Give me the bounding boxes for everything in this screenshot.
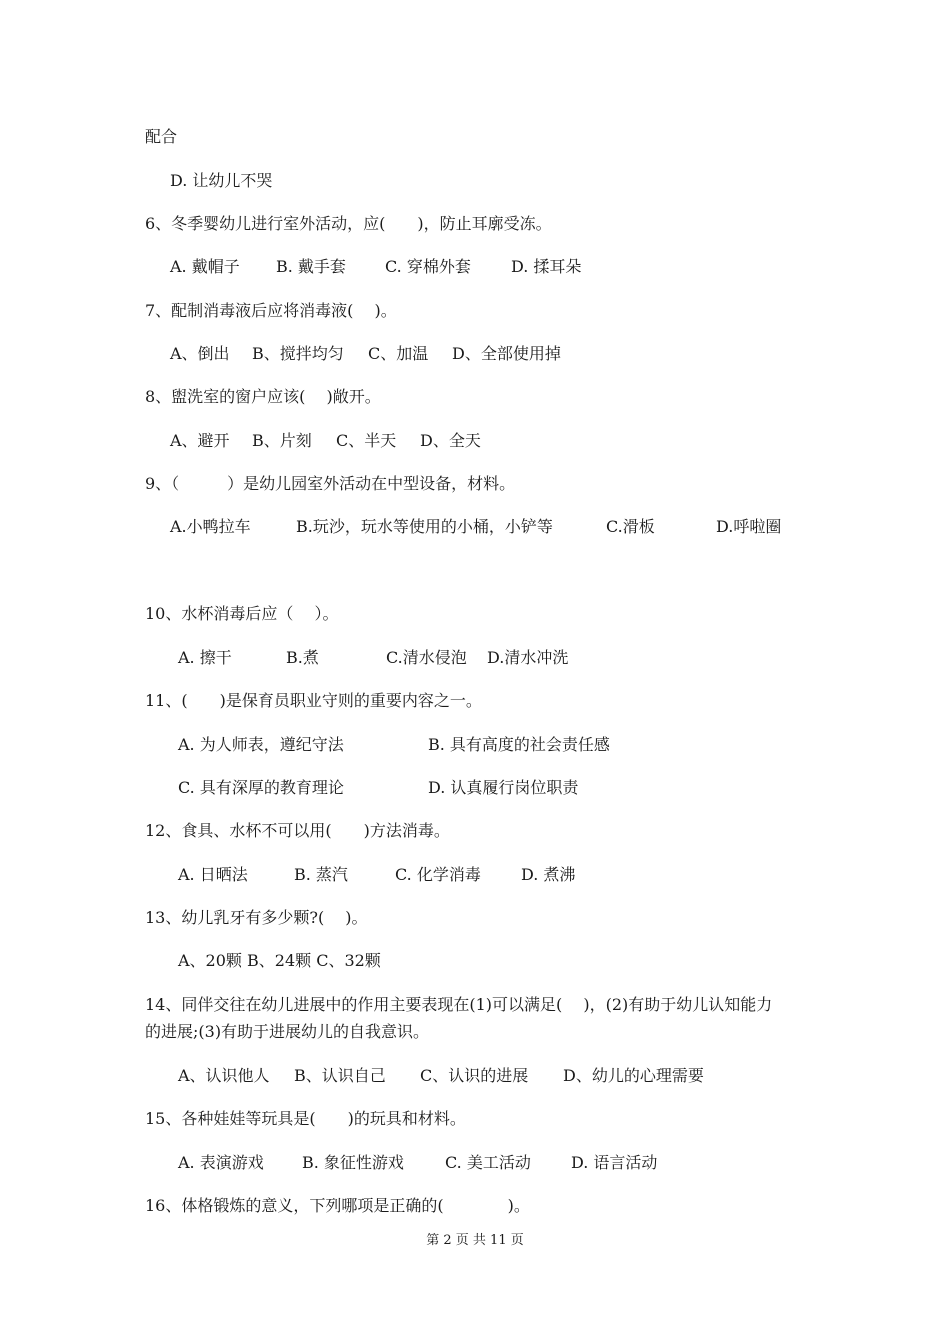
q6-option-a: A. 戴帽子 <box>170 257 240 276</box>
q11-stem: 11、( )是保育员职业守则的重要内容之一。 <box>145 691 482 710</box>
q11-options-row1 <box>178 735 610 755</box>
q15-option-d: D. 语言活动 <box>571 1153 658 1172</box>
q6-stem: 6、冬季婴幼儿进行室外活动，应( )，防止耳廓受冻。 <box>145 214 552 233</box>
q16-stem: 16、体格锻炼的意义，下列哪项是正确的( )。 <box>145 1196 530 1215</box>
q8-stem: 8、盥洗室的窗户应该( )敞开。 <box>145 387 381 406</box>
q12-stem: 12、食具、水杯不可以用( )方法消毒。 <box>145 821 450 840</box>
q12-option-b: B. 蒸汽 <box>294 865 348 884</box>
q14-stem-line1: 14、同伴交往在幼儿进展中的作用主要表现在(1)可以满足( )，(2)有助于幼儿认知能力 <box>145 995 773 1014</box>
q14-options <box>178 1066 704 1086</box>
q13-options: A、20颗 B、24颗 C、32颗 <box>178 951 381 970</box>
q15-options <box>178 1153 657 1173</box>
q7-option-b: B、搅拌均匀 <box>252 344 344 363</box>
q7-options <box>170 344 561 364</box>
q6-options <box>170 257 581 277</box>
q14-option-d: D、幼儿的心理需要 <box>563 1066 704 1085</box>
q14-stem-line2: 的进展;(3)有助于进展幼儿的自我意识。 <box>145 1022 430 1041</box>
q7-stem: 7、配制消毒液后应将消毒液( )。 <box>145 301 397 320</box>
q11-option-c: C. 具有深厚的教育理论 <box>178 778 344 797</box>
q5-continuation: 配合 <box>145 127 178 146</box>
q12-option-d: D. 煮沸 <box>521 865 576 884</box>
q7-option-d: D、全部使用掉 <box>452 344 561 363</box>
q8-option-a: A、避开 <box>170 431 230 450</box>
q15-option-a: A. 表演游戏 <box>178 1153 264 1172</box>
q11-option-a: A. 为人师表，遵纪守法 <box>178 735 344 754</box>
q8-options <box>170 431 481 451</box>
q10-option-a: A. 擦干 <box>178 648 232 667</box>
q15-option-b: B. 象征性游戏 <box>302 1153 404 1172</box>
q12-options <box>178 865 575 885</box>
q10-options <box>178 648 568 668</box>
q13-stem: 13、幼儿乳牙有多少颗?( )。 <box>145 908 368 927</box>
q10-option-d: D.清水冲洗 <box>487 648 569 667</box>
page-footer: 第 2 页 共 11 页 <box>426 1233 524 1248</box>
q15-option-c: C. 美工活动 <box>445 1153 531 1172</box>
q7-option-a: A、倒出 <box>170 344 230 363</box>
q7-option-c: C、加温 <box>368 344 429 363</box>
q12-option-c: C. 化学消毒 <box>395 865 481 884</box>
q14-option-b: B、认识自己 <box>294 1066 386 1085</box>
q9-option-d: D.呼啦圈 <box>716 517 782 536</box>
q9-option-c: C.滑板 <box>606 517 655 536</box>
q14-option-a: A、认识他人 <box>178 1066 270 1085</box>
q10-option-b: B.煮 <box>286 648 319 667</box>
q12-option-a: A. 日晒法 <box>178 865 248 884</box>
q15-stem: 15、各种娃娃等玩具是( )的玩具和材料。 <box>145 1109 466 1128</box>
q14-option-c: C、认识的进展 <box>420 1066 529 1085</box>
q8-option-d: D、全天 <box>420 431 481 450</box>
q10-stem: 10、水杯消毒后应（ ）。 <box>145 604 339 623</box>
q6-option-d: D. 揉耳朵 <box>511 257 582 276</box>
q9-option-a: A.小鸭拉车 <box>170 517 251 536</box>
q5-option-d: D. 让幼儿不哭 <box>170 171 273 190</box>
q8-option-b: B、片刻 <box>252 431 312 450</box>
q6-option-b: B. 戴手套 <box>276 257 346 276</box>
q11-option-b: B. 具有高度的社会责任感 <box>428 735 610 754</box>
q10-option-c: C.清水侵泡 <box>386 648 467 667</box>
q6-option-c: C. 穿棉外套 <box>385 257 471 276</box>
q8-option-c: C、半天 <box>336 431 397 450</box>
q9-stem: 9、（ ）是幼儿园室外活动在中型设备，材料。 <box>145 474 516 493</box>
q11-option-d: D. 认真履行岗位职责 <box>428 778 579 797</box>
q11-options-row2 <box>178 778 578 798</box>
q9-options <box>170 517 781 537</box>
q9-option-b: B.玩沙，玩水等使用的小桶，小铲等 <box>296 517 553 536</box>
